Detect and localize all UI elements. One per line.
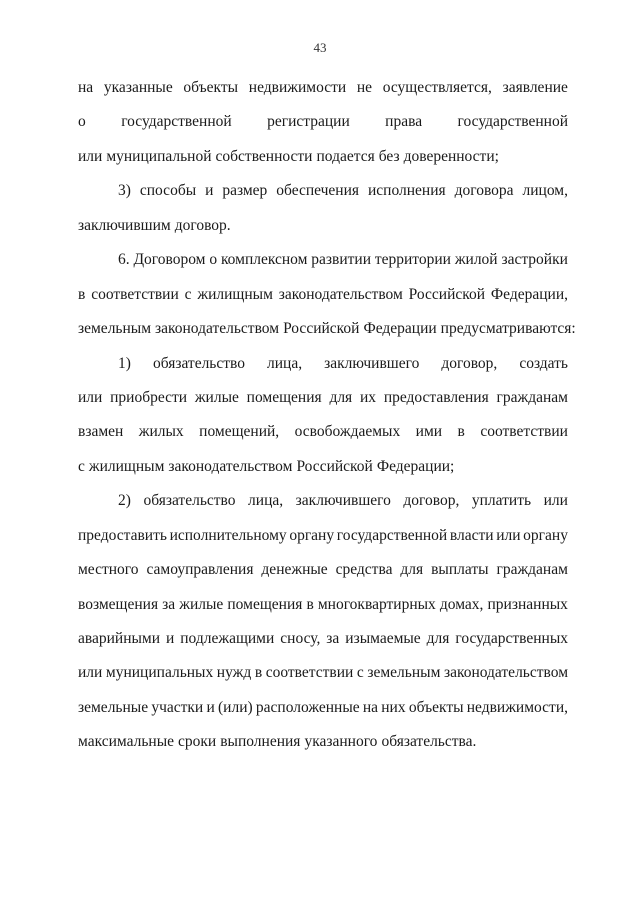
word: исполнения <box>367 182 446 200</box>
text-line <box>78 422 568 456</box>
word: расположенные <box>255 698 360 716</box>
word: выполнения <box>220 733 301 751</box>
text-line <box>78 354 568 388</box>
word: жилые <box>179 595 224 613</box>
word: договор, <box>403 492 460 510</box>
word: жилищным <box>88 457 165 475</box>
word: или <box>78 147 103 165</box>
text-line <box>78 457 568 491</box>
text-line <box>78 491 568 525</box>
word: уплатить <box>471 492 532 510</box>
word: предусматриваются: <box>440 320 576 338</box>
word: указанного <box>304 733 378 751</box>
word: нужд <box>216 664 252 682</box>
word: исполнительному <box>169 526 287 544</box>
word: без <box>378 147 400 165</box>
word: создать <box>519 354 568 372</box>
word: них <box>381 698 406 716</box>
word: в <box>254 664 263 682</box>
text-line <box>78 663 568 697</box>
text-line <box>78 319 576 353</box>
text-line <box>78 629 568 663</box>
word: лица, <box>267 354 303 372</box>
document-body <box>78 78 576 767</box>
word: денежные <box>261 561 328 579</box>
word: о <box>78 113 86 131</box>
word: жилищным <box>197 285 273 303</box>
word: объекты <box>183 79 239 96</box>
word: Федерации; <box>376 457 455 475</box>
word: обязательства. <box>381 733 477 751</box>
text-line <box>78 285 568 319</box>
word: государственных <box>455 630 568 647</box>
word: ими <box>415 423 443 441</box>
word: помещения <box>246 388 322 406</box>
word: о <box>209 251 218 269</box>
word: помещения <box>227 595 303 613</box>
word: обязательство <box>143 492 236 510</box>
word: земельные <box>78 698 149 716</box>
word: и <box>206 698 215 716</box>
word: многоквартирных <box>317 595 436 613</box>
word: для <box>400 561 424 579</box>
word: домах, <box>439 595 484 613</box>
word: заключившего <box>295 492 391 510</box>
word: изымаемые <box>345 630 421 647</box>
word: для <box>329 388 353 406</box>
word: недвижимости, <box>466 698 568 716</box>
word: права <box>385 113 423 131</box>
word: предоставления <box>383 388 489 406</box>
word: договора <box>454 182 514 200</box>
word: гражданам <box>496 561 568 579</box>
word: земельным <box>367 664 441 682</box>
text-line <box>78 112 568 146</box>
word: власти <box>449 526 494 544</box>
word: соответствии <box>265 664 354 682</box>
word: законодательством <box>278 285 403 303</box>
word: муниципальных <box>105 664 214 682</box>
text-line <box>78 216 568 250</box>
word: земельным <box>78 320 152 338</box>
word: застройки <box>501 251 568 269</box>
text-line <box>78 250 568 284</box>
word: соответствии <box>91 285 179 303</box>
text-line <box>78 698 568 732</box>
word: жилой <box>454 251 498 269</box>
word: местного <box>78 561 139 579</box>
word: в <box>78 285 86 303</box>
word: гражданам <box>496 388 568 406</box>
word: не <box>356 79 373 96</box>
word: с <box>356 664 364 682</box>
word: предоставить <box>78 526 167 544</box>
text-line <box>78 181 568 215</box>
word: подлежащими <box>180 630 275 647</box>
word: аварийными <box>78 630 161 647</box>
word: Российской <box>408 285 486 303</box>
word: Федерации, <box>490 285 568 303</box>
word: лицом, <box>522 182 568 200</box>
word: законодательством <box>155 320 280 338</box>
word: договор. <box>174 216 231 234</box>
word: способы <box>139 182 197 200</box>
word: взамен <box>78 423 124 441</box>
word: регистрации <box>267 113 350 131</box>
word: жилые <box>194 388 239 406</box>
text-line <box>78 595 568 629</box>
text-line <box>78 78 568 112</box>
word: и <box>205 182 214 200</box>
text-line <box>78 388 568 422</box>
word: самоуправления <box>146 561 254 579</box>
word: объекты <box>408 698 464 716</box>
text-line <box>78 732 568 766</box>
word: подается <box>316 147 375 165</box>
word: для <box>426 630 450 647</box>
word: сроки <box>178 733 217 751</box>
word: с <box>78 457 85 475</box>
word: средства <box>335 561 393 579</box>
word: в <box>457 423 465 441</box>
word: размер <box>222 182 268 200</box>
word: помещений, <box>199 423 280 441</box>
word: указанные <box>103 79 173 96</box>
word: соответствии <box>480 423 568 441</box>
word: муниципальной <box>106 147 212 165</box>
word: их <box>359 388 377 406</box>
word: 3) <box>118 182 131 200</box>
word: сносу, <box>280 630 321 647</box>
word: законодательством <box>168 457 293 475</box>
word: или <box>496 526 521 544</box>
word: за <box>162 595 176 613</box>
word: на <box>362 698 379 716</box>
word: заключившим <box>78 216 171 234</box>
word: (или) <box>218 698 253 716</box>
word: возмещения <box>78 595 159 613</box>
word: территории <box>374 251 451 269</box>
word: в <box>306 595 314 613</box>
word: обеспечения <box>276 182 360 200</box>
word: заключившего <box>324 354 420 372</box>
text-line <box>78 526 568 560</box>
word: органу <box>523 526 568 544</box>
word: государственной <box>121 113 232 131</box>
word: выплаты <box>431 561 489 579</box>
word: законодательством <box>443 664 568 682</box>
word: Российской <box>296 457 373 475</box>
word: максимальные <box>78 733 175 751</box>
text-line <box>78 147 568 181</box>
word: с <box>184 285 192 303</box>
word: заявление <box>502 79 568 96</box>
word: за <box>326 630 340 647</box>
word: участки <box>151 698 204 716</box>
word: Договором <box>133 251 206 269</box>
word: Федерации <box>363 320 437 338</box>
word: или <box>543 492 568 510</box>
word: осуществляется, <box>382 79 492 96</box>
word: Российской <box>283 320 360 338</box>
text-line <box>78 560 568 594</box>
word: на <box>78 79 94 96</box>
word: или <box>78 664 103 682</box>
word: 1) <box>118 354 131 372</box>
word: органу <box>289 526 335 544</box>
word: жилых <box>138 423 184 441</box>
word: собственности <box>215 147 313 165</box>
word: доверенности; <box>403 147 499 165</box>
word: обязательство <box>152 354 245 372</box>
word: комплексном <box>220 251 308 269</box>
word: признанных <box>487 595 568 613</box>
word: 6. <box>118 251 130 269</box>
word: 2) <box>118 492 131 510</box>
word: лица, <box>248 492 284 510</box>
word: и <box>166 630 175 647</box>
word: государственной <box>457 113 568 131</box>
word: освобождаемых <box>294 423 401 441</box>
word: или <box>78 388 103 406</box>
word: договор, <box>441 354 498 372</box>
word: развитии <box>311 251 372 269</box>
word: государственной <box>336 526 448 544</box>
word: недвижимости <box>248 79 347 96</box>
word: приобрести <box>110 388 188 406</box>
page-number: 43 <box>313 40 327 55</box>
